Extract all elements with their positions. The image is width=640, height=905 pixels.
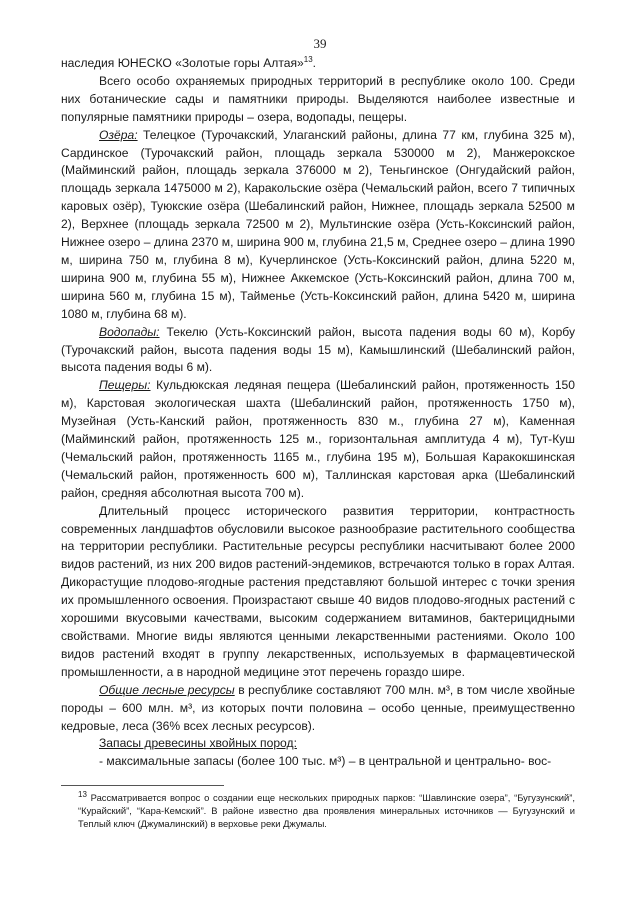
caves-text: Кульдюкская ледяная пещера (Шебалинский район, протяженность 150 м), Карстовая экологическая шахта (Шебалинский район, протяженность 1750 м), Музейная (Усть-Канский район, протяженность 830 м., глубина 27 м), Каменная (Майминский район, протяженность 125 м., горизонтальная амплитуда 4 м), Тут-Куш (Чемальский район, протяженность 1165 м., глубина 195 м), Большая Каракокшинская (Чемальский район, протяженность 600 м), Таллинская карстовая арка (Шебалинский район, средняя абсолютная высота 700 м).	[61, 378, 575, 500]
forest-text: в республике составляют 700 млн. м³, в том числе хвойные породы – 600 млн. м³, из которых почти половина – особо ценные, преимущественно кедровые, леса (36% всех лесных ресурсов).	[61, 682, 576, 733]
timber-heading	[61, 735, 575, 753]
paragraph-caves	[61, 377, 575, 502]
paragraph-waterfalls	[61, 324, 575, 378]
paragraph-forest	[61, 682, 575, 736]
caves-heading: Пещеры:	[99, 378, 151, 393]
timber-heading-text: Запасы древесины хвойных пород:	[99, 736, 297, 751]
paragraph-protected-areas: Всего особо охраняемых природных территорий в республике около 100. Среди них ботанические сады и памятники природы. Выделяются наиболее известные и популярные памятники природы – озера, водопады, пещеры.	[61, 73, 575, 124]
paragraph-lakes	[61, 127, 575, 324]
waterfalls-text: Текелю (Усть-Коксинский район, высота падения воды 60 м), Корбу (Турочакский район, высота падения воды 15 м), Камышлинский (Шебалинский район, высота падения воды 6 м).	[61, 324, 575, 375]
lakes-heading: Озёра:	[99, 127, 138, 142]
unesco-tail: .	[312, 56, 317, 70]
footnote-text: Рассматривается вопрос о создании еще нескольких природных парков: “Шавлинские озера”, “Бугузунский”, “Курайский”, “Кара-Кемский”. В районе известно два проявления минеральных источников — Бугузунский и Теплый ключ (Джумалинский) в верховье реки Джумалы.	[78, 792, 575, 829]
footnote	[78, 789, 575, 830]
page-body	[61, 55, 575, 771]
footnote-number: 13	[78, 789, 87, 799]
paragraph-vegetation: Длительный процесс исторического развития территории, контрастность современных ландшафтов обусловили высокое разнообразие растительного сообщества на территории республики. Растительные ресурсы республики насчитывают более 2000 видов растений, из них 200 видов растений-эндемиков, встречаются только в горах Алтая. Дикорастущие плодово-ягодные растения представляют большой интерес с точки зрения их промышленного освоения. Произрастают свыше 40 видов плодово-ягодных растений с хорошими вкусовыми качествами, высоким содержанием витаминов, бактерицидными свойствами. Многие виды являются ценными лекарственными растениями. Около 100 видов растений входят в группу лекарственных, используемых в фармацевтической промышленности, а в народной медицине этот перечень гораздо шире.	[61, 503, 575, 679]
forest-heading: Общие лесные ресурсы	[99, 682, 235, 697]
timber-list-item: - максимальные запасы (более 100 тыс. м³) – в центральной и центрально- вос-	[99, 754, 552, 769]
footnote-ref[interactable]: 13	[303, 54, 313, 64]
page-number: 39	[313, 36, 327, 51]
waterfalls-heading: Водопады:	[99, 324, 160, 339]
footnote-divider	[61, 785, 224, 786]
paragraph-unesco	[61, 55, 575, 73]
unesco-text: наследия ЮНЕСКО «Золотые горы Алтая»	[61, 56, 304, 70]
lakes-text: Телецкое (Турочакский, Улаганский районы, длина 77 км, глубина 325 м), Сардинское (Турочакский район, площадь зеркала 530000 м 2), Манжерокское (Майминский район, площадь зеркала 376000 м 2), Теньгинское (Онгудайский район, площадь зеркала 1475000 м 2), Каракольские озёра (Чемальский район, всего 7 типичных каровых озёр), Туюкские озёра (Шебалинский район, Нижнее, площадь зеркала 52500 м 2), Верхнее (площадь зеркала 72500 м 2), Мультинские озёра (Усть-Коксинский район, Нижнее озеро – длина 2370 м, ширина 900 м, глубина 21,5 м, Среднее озеро – длина 1990 м, ширина 750 м, глубина 8 м), Кучерлинское (Усть-Коксинский район, длина 5220 м, ширина 900 м, глубина 55 м), Нижнее Аккемское (Усть-Коксинский район, длина 700 м, ширина 560 м, глубина 15 м), Тайменье (Усть-Коксинский район, длина 5420 м, ширина 1080 м, глубина 68 м).	[61, 127, 575, 321]
